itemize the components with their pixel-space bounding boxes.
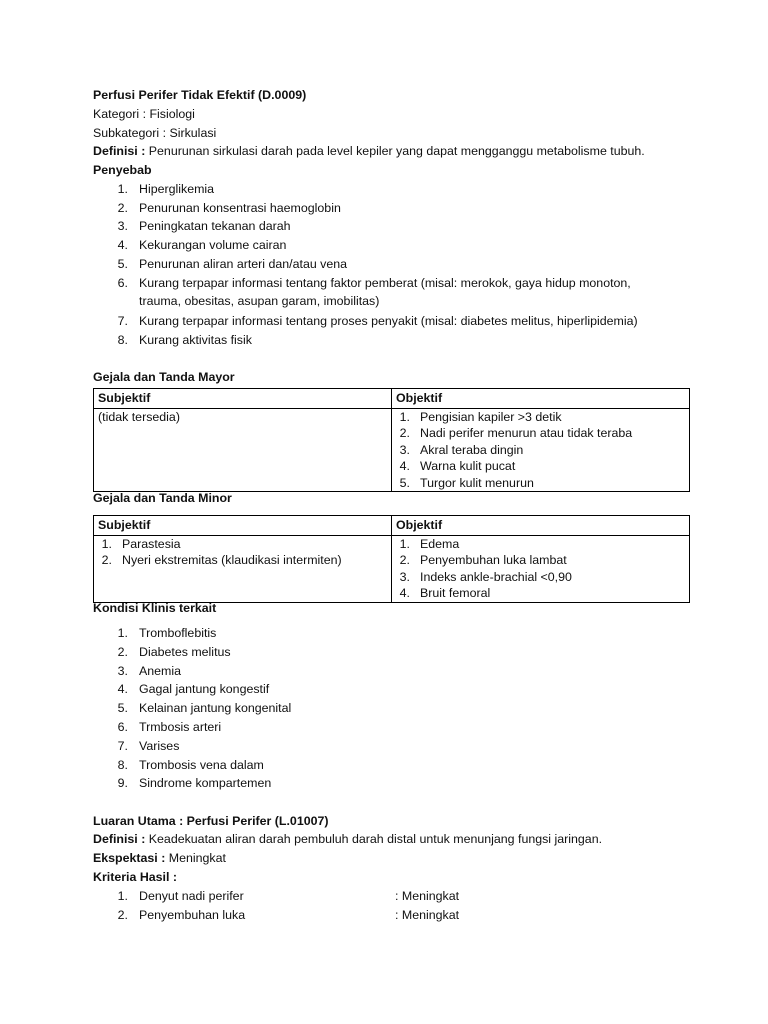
list-item	[396, 536, 685, 553]
list-item	[396, 442, 685, 459]
list-number: 1.	[399, 536, 410, 551]
list-number: 6.	[117, 720, 128, 734]
definisi-text: Penurunan sirkulasi darah pada level kepiler yang dapat mengganggu metabolisme tubuh.	[145, 144, 645, 158]
luaran-heading: Luaran Utama : Perfusi Perifer (L.01007)	[93, 814, 329, 828]
list-number: 3.	[117, 664, 128, 678]
list-item: trauma, obesitas, asupan garam, imobilitas)	[139, 294, 380, 308]
kriteria-heading: Kriteria Hasil :	[93, 870, 178, 884]
objektif-cell	[392, 408, 690, 492]
subjektif-cell	[94, 535, 392, 602]
list-item-text: Penyembuhan luka lambat	[420, 553, 567, 567]
ekspektasi-line	[93, 850, 226, 867]
list-number: 6.	[117, 276, 128, 290]
kriteria-label: Penyembuhan luka	[139, 908, 246, 922]
list-item: Tromboflebitis	[139, 626, 217, 640]
list-item-text: Nadi perifer menurun atau tidak teraba	[420, 426, 633, 440]
mayor-heading: Gejala dan Tanda Mayor	[93, 370, 235, 384]
list-item: Peningkatan tekanan darah	[139, 219, 291, 233]
list-item: Anemia	[139, 664, 182, 678]
table-header-row	[94, 516, 690, 536]
list-number: 1.	[399, 409, 410, 424]
subjektif-list	[98, 536, 387, 569]
table-row	[94, 535, 690, 602]
list-item: Sindrome kompartemen	[139, 776, 272, 790]
subjektif-text: (tidak tersedia)	[98, 409, 180, 424]
list-item-text: Bruit femoral	[420, 586, 491, 600]
luaran-definisi-label: Definisi :	[93, 832, 146, 846]
list-item: Hiperglikemia	[139, 182, 215, 196]
list-item: Kurang terpapar informasi tentang proses penyakit (misal: diabetes melitus, hiperlipidemia)	[139, 314, 638, 328]
list-item-text: Nyeri ekstremitas (klaudikasi intermiten)	[122, 553, 342, 567]
list-item-text: Warna kulit pucat	[420, 459, 516, 473]
kriteria-value: : Meningkat	[395, 908, 460, 922]
list-number: 9.	[117, 776, 128, 790]
list-item: Kekurangan volume cairan	[139, 238, 287, 252]
list-number: 8.	[117, 758, 128, 772]
list-item-text: Akral teraba dingin	[420, 442, 524, 457]
list-number: 2.	[101, 553, 112, 567]
list-number: 3.	[399, 569, 410, 584]
list-item-text: Edema	[420, 536, 460, 551]
list-number: 2.	[117, 908, 128, 922]
list-item	[396, 425, 685, 442]
list-item	[396, 458, 685, 475]
list-item: Diabetes melitus	[139, 645, 231, 659]
minor-table	[93, 515, 690, 603]
table-row	[94, 408, 690, 492]
list-item-text: Turgor kulit menurun	[420, 475, 534, 490]
list-number: 7.	[117, 739, 128, 753]
ekspektasi-label: Ekspektasi :	[93, 851, 166, 865]
list-number: 4.	[399, 586, 410, 600]
kondisi-heading: Kondisi Klinis terkait	[93, 601, 217, 615]
list-number: 1.	[117, 182, 128, 196]
kriteria-label: Denyut nadi perifer	[139, 889, 244, 903]
list-number: 7.	[117, 314, 128, 328]
luaran-definisi-line	[93, 831, 602, 848]
list-item-text: Parastesia	[122, 536, 181, 551]
list-item: Kurang terpapar informasi tentang faktor pemberat (misal: merokok, gaya hidup monoton,	[139, 276, 631, 290]
list-item	[98, 536, 387, 553]
list-item: Trmbosis arteri	[139, 720, 222, 734]
list-item: Penurunan aliran arteri dan/atau vena	[139, 257, 348, 271]
list-item	[396, 552, 685, 569]
kriteria-value: : Meningkat	[395, 889, 460, 903]
list-item	[396, 409, 685, 426]
list-number: 8.	[117, 333, 128, 347]
luaran-definisi-text: Keadekuatan aliran darah pembuluh darah distal untuk menunjang fungsi jaringan.	[145, 832, 603, 846]
list-item: Kelainan jantung kongenital	[139, 701, 292, 715]
list-number: 1.	[117, 626, 128, 640]
definisi-label: Definisi :	[93, 144, 146, 158]
list-number: 2.	[117, 645, 128, 659]
objektif-list	[396, 409, 685, 492]
list-number: 5.	[117, 257, 128, 271]
subjektif-header: Subjektif	[94, 516, 392, 536]
subjektif-header: Subjektif	[94, 389, 392, 409]
list-number: 4.	[399, 459, 410, 473]
list-item	[396, 585, 685, 602]
list-item: Kurang aktivitas fisik	[139, 333, 252, 347]
list-number: 2.	[399, 553, 410, 567]
list-item	[396, 475, 685, 492]
list-item	[98, 552, 387, 569]
list-number: 1.	[117, 889, 128, 903]
penyebab-heading: Penyebab	[93, 163, 152, 177]
list-number: 4.	[117, 238, 128, 252]
list-number: 3.	[399, 442, 410, 457]
list-number: 2.	[399, 426, 410, 440]
list-number: 5.	[399, 475, 410, 490]
subjektif-cell	[94, 408, 392, 492]
list-number: 1.	[101, 536, 112, 551]
list-number: 5.	[117, 701, 128, 715]
list-item: Gagal jantung kongestif	[139, 682, 270, 696]
list-number: 4.	[117, 682, 128, 696]
list-item	[396, 569, 685, 586]
list-item: Trombosis vena dalam	[139, 758, 264, 772]
subkategori-line: Subkategori : Sirkulasi	[93, 126, 217, 140]
list-item-text: Indeks ankle-brachial <0,90	[420, 569, 572, 584]
minor-heading: Gejala dan Tanda Minor	[93, 491, 232, 505]
list-item-text: Pengisian kapiler >3 detik	[420, 409, 562, 424]
list-item: Varises	[139, 739, 180, 753]
objektif-header: Objektif	[392, 516, 690, 536]
ekspektasi-text: Meningkat	[165, 851, 226, 865]
list-number: 2.	[117, 201, 128, 215]
objektif-list	[396, 536, 685, 602]
objektif-cell	[392, 535, 690, 602]
objektif-header: Objektif	[392, 389, 690, 409]
list-item: Penurunan konsentrasi haemoglobin	[139, 201, 341, 215]
kategori-line: Kategori : Fisiologi	[93, 107, 195, 121]
list-number: 3.	[117, 219, 128, 233]
mayor-table	[93, 388, 690, 492]
table-header-row	[94, 389, 690, 409]
diagnosis-title: Perfusi Perifer Tidak Efektif (D.0009)	[93, 88, 307, 102]
definisi-line	[93, 143, 645, 160]
